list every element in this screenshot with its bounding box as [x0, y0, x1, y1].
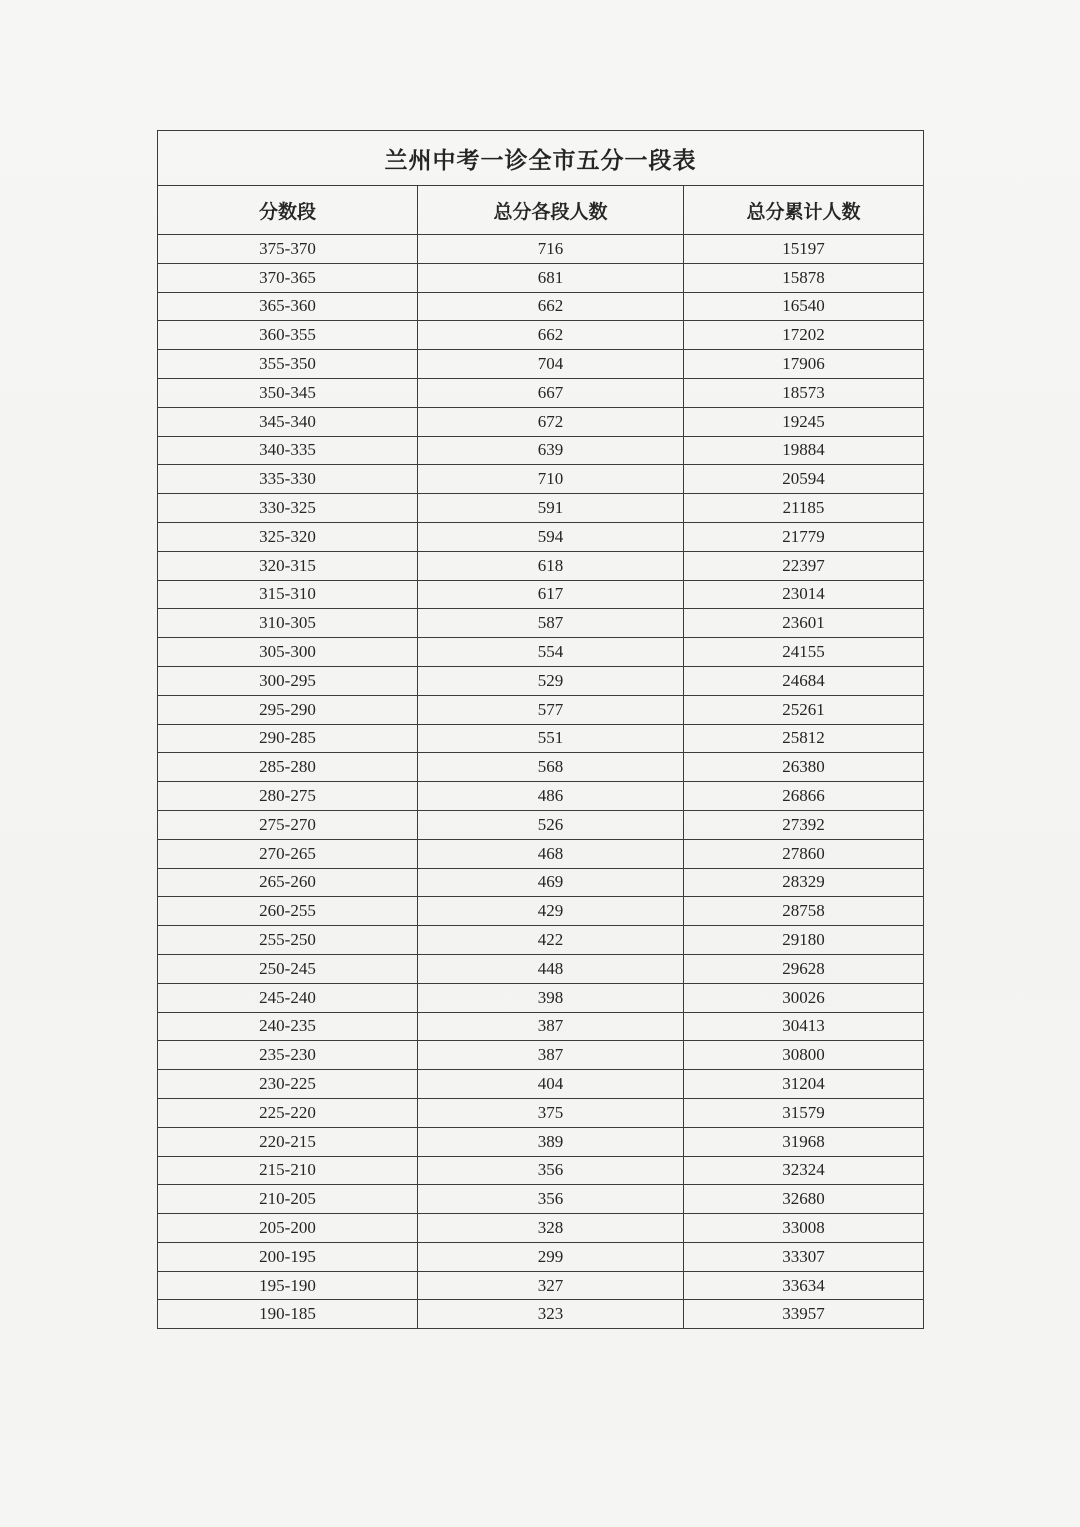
score-range-cell: 300-295: [158, 666, 418, 695]
table-row: [158, 1070, 924, 1099]
cumulative-count-cell: 28329: [684, 868, 924, 897]
table-row: [158, 1012, 924, 1041]
cumulative-count-cell: 20594: [684, 465, 924, 494]
column-header-cumulative-count: 总分累计人数: [684, 186, 924, 235]
table-row: [158, 1156, 924, 1185]
table-row: [158, 1041, 924, 1070]
table-body: [158, 235, 924, 1329]
segment-count-cell: 327: [418, 1271, 684, 1300]
score-range-cell: 355-350: [158, 350, 418, 379]
table-row: [158, 1214, 924, 1243]
segment-count-cell: 387: [418, 1041, 684, 1070]
score-range-cell: 230-225: [158, 1070, 418, 1099]
table-row: [158, 465, 924, 494]
score-range-cell: 305-300: [158, 638, 418, 667]
cumulative-count-cell: 15197: [684, 235, 924, 264]
table-row: [158, 235, 924, 264]
cumulative-count-cell: 31968: [684, 1127, 924, 1156]
score-range-cell: 235-230: [158, 1041, 418, 1070]
table-row: [158, 695, 924, 724]
score-range-cell: 365-360: [158, 292, 418, 321]
segment-count-cell: 662: [418, 321, 684, 350]
segment-count-cell: 356: [418, 1185, 684, 1214]
cumulative-count-cell: 15878: [684, 263, 924, 292]
table-row: [158, 1300, 924, 1329]
table-row: [158, 782, 924, 811]
score-range-cell: 325-320: [158, 522, 418, 551]
segment-count-cell: 681: [418, 263, 684, 292]
table-row: [158, 522, 924, 551]
score-range-cell: 295-290: [158, 695, 418, 724]
cumulative-count-cell: 25261: [684, 695, 924, 724]
segment-count-cell: 448: [418, 954, 684, 983]
table-row: [158, 609, 924, 638]
segment-count-cell: 398: [418, 983, 684, 1012]
cumulative-count-cell: 17906: [684, 350, 924, 379]
cumulative-count-cell: 28758: [684, 897, 924, 926]
table-title: 兰州中考一诊全市五分一段表: [158, 131, 924, 186]
cumulative-count-cell: 29180: [684, 926, 924, 955]
score-range-cell: 335-330: [158, 465, 418, 494]
segment-count-cell: 526: [418, 810, 684, 839]
segment-count-cell: 591: [418, 494, 684, 523]
cumulative-count-cell: 18573: [684, 378, 924, 407]
segment-count-cell: 639: [418, 436, 684, 465]
score-range-cell: 200-195: [158, 1242, 418, 1271]
segment-count-cell: 594: [418, 522, 684, 551]
table-row: [158, 494, 924, 523]
segment-count-cell: 672: [418, 407, 684, 436]
table-row: [158, 1098, 924, 1127]
cumulative-count-cell: 32324: [684, 1156, 924, 1185]
table-row: [158, 868, 924, 897]
cumulative-count-cell: 30800: [684, 1041, 924, 1070]
table-row: [158, 839, 924, 868]
table-row: [158, 292, 924, 321]
cumulative-count-cell: 29628: [684, 954, 924, 983]
cumulative-count-cell: 23601: [684, 609, 924, 638]
table-title-row: [158, 131, 924, 186]
table-row: [158, 897, 924, 926]
cumulative-count-cell: 30413: [684, 1012, 924, 1041]
column-header-score-range: 分数段: [158, 186, 418, 235]
segment-count-cell: 529: [418, 666, 684, 695]
table-row: [158, 666, 924, 695]
segment-count-cell: 387: [418, 1012, 684, 1041]
table-row: [158, 926, 924, 955]
segment-count-cell: 568: [418, 753, 684, 782]
segment-count-cell: 716: [418, 235, 684, 264]
table-row: [158, 638, 924, 667]
cumulative-count-cell: 27860: [684, 839, 924, 868]
segment-count-cell: 617: [418, 580, 684, 609]
cumulative-count-cell: 16540: [684, 292, 924, 321]
table-row: [158, 551, 924, 580]
cumulative-count-cell: 32680: [684, 1185, 924, 1214]
score-range-cell: 320-315: [158, 551, 418, 580]
table-header-row: [158, 186, 924, 235]
score-range-cell: 220-215: [158, 1127, 418, 1156]
segment-count-cell: 299: [418, 1242, 684, 1271]
score-range-cell: 240-235: [158, 1012, 418, 1041]
segment-count-cell: 323: [418, 1300, 684, 1329]
segment-count-cell: 577: [418, 695, 684, 724]
table-row: [158, 810, 924, 839]
score-range-cell: 370-365: [158, 263, 418, 292]
cumulative-count-cell: 33307: [684, 1242, 924, 1271]
table-row: [158, 436, 924, 465]
segment-count-cell: 551: [418, 724, 684, 753]
segment-count-cell: 429: [418, 897, 684, 926]
cumulative-count-cell: 33957: [684, 1300, 924, 1329]
score-range-cell: 260-255: [158, 897, 418, 926]
score-range-cell: 310-305: [158, 609, 418, 638]
cumulative-count-cell: 33634: [684, 1271, 924, 1300]
score-range-cell: 275-270: [158, 810, 418, 839]
table-row: [158, 580, 924, 609]
table-row: [158, 753, 924, 782]
table-row: [158, 1185, 924, 1214]
cumulative-count-cell: 31204: [684, 1070, 924, 1099]
segment-count-cell: 375: [418, 1098, 684, 1127]
score-range-cell: 245-240: [158, 983, 418, 1012]
cumulative-count-cell: 19245: [684, 407, 924, 436]
score-range-cell: 350-345: [158, 378, 418, 407]
table-row: [158, 954, 924, 983]
cumulative-count-cell: 24684: [684, 666, 924, 695]
cumulative-count-cell: 30026: [684, 983, 924, 1012]
segment-count-cell: 356: [418, 1156, 684, 1185]
table-row: [158, 724, 924, 753]
segment-count-cell: 662: [418, 292, 684, 321]
segment-count-cell: 554: [418, 638, 684, 667]
segment-count-cell: 704: [418, 350, 684, 379]
score-range-cell: 265-260: [158, 868, 418, 897]
score-range-cell: 270-265: [158, 839, 418, 868]
table-row: [158, 1127, 924, 1156]
cumulative-count-cell: 26380: [684, 753, 924, 782]
score-range-cell: 190-185: [158, 1300, 418, 1329]
cumulative-count-cell: 33008: [684, 1214, 924, 1243]
table-row: [158, 321, 924, 350]
score-range-cell: 330-325: [158, 494, 418, 523]
cumulative-count-cell: 21779: [684, 522, 924, 551]
cumulative-count-cell: 17202: [684, 321, 924, 350]
segment-count-cell: 667: [418, 378, 684, 407]
segment-count-cell: 404: [418, 1070, 684, 1099]
table-row: [158, 1271, 924, 1300]
cumulative-count-cell: 24155: [684, 638, 924, 667]
table-row: [158, 378, 924, 407]
table-row: [158, 1242, 924, 1271]
cumulative-count-cell: 27392: [684, 810, 924, 839]
score-range-cell: 195-190: [158, 1271, 418, 1300]
table-row: [158, 407, 924, 436]
score-range-cell: 290-285: [158, 724, 418, 753]
cumulative-count-cell: 21185: [684, 494, 924, 523]
segment-count-cell: 422: [418, 926, 684, 955]
score-range-cell: 285-280: [158, 753, 418, 782]
score-range-cell: 315-310: [158, 580, 418, 609]
cumulative-count-cell: 22397: [684, 551, 924, 580]
score-range-cell: 250-245: [158, 954, 418, 983]
table-row: [158, 350, 924, 379]
segment-count-cell: 587: [418, 609, 684, 638]
score-range-cell: 280-275: [158, 782, 418, 811]
score-range-cell: 210-205: [158, 1185, 418, 1214]
segment-count-cell: 710: [418, 465, 684, 494]
score-range-cell: 225-220: [158, 1098, 418, 1127]
segment-count-cell: 618: [418, 551, 684, 580]
table-row: [158, 263, 924, 292]
score-range-cell: 205-200: [158, 1214, 418, 1243]
score-range-cell: 345-340: [158, 407, 418, 436]
cumulative-count-cell: 25812: [684, 724, 924, 753]
segment-count-cell: 468: [418, 839, 684, 868]
cumulative-count-cell: 26866: [684, 782, 924, 811]
table-row: [158, 983, 924, 1012]
cumulative-count-cell: 31579: [684, 1098, 924, 1127]
score-range-cell: 375-370: [158, 235, 418, 264]
score-range-cell: 215-210: [158, 1156, 418, 1185]
cumulative-count-cell: 19884: [684, 436, 924, 465]
segment-count-cell: 328: [418, 1214, 684, 1243]
segment-count-cell: 389: [418, 1127, 684, 1156]
cumulative-count-cell: 23014: [684, 580, 924, 609]
score-distribution-table: [157, 130, 924, 1329]
column-header-segment-count: 总分各段人数: [418, 186, 684, 235]
score-range-cell: 255-250: [158, 926, 418, 955]
score-range-cell: 340-335: [158, 436, 418, 465]
score-range-cell: 360-355: [158, 321, 418, 350]
segment-count-cell: 469: [418, 868, 684, 897]
segment-count-cell: 486: [418, 782, 684, 811]
